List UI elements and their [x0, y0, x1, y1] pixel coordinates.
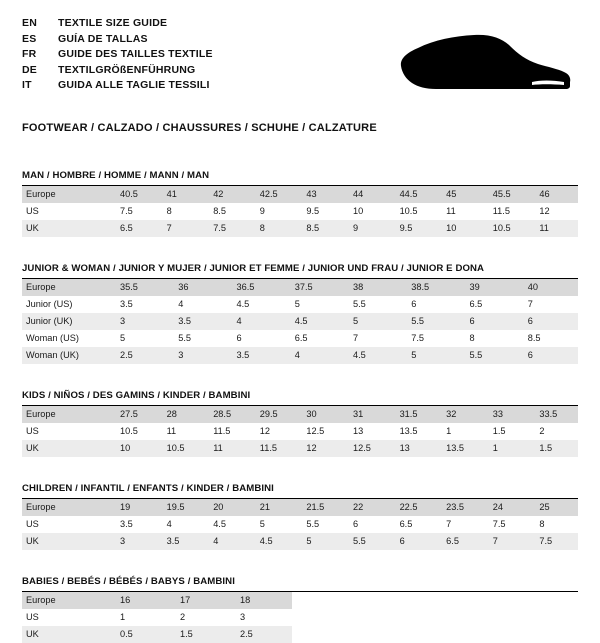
- cell: 22.5: [392, 499, 439, 516]
- cell: 9.5: [392, 220, 439, 237]
- language-row: [22, 32, 213, 48]
- group-title: MAN / HOMBRE / HOMME / MANN / MAN: [22, 170, 578, 186]
- table-row: [22, 499, 578, 516]
- cell: 3: [112, 533, 159, 550]
- cell: 4: [178, 299, 184, 309]
- table-row: [22, 313, 578, 330]
- cell: 12.5: [306, 426, 325, 436]
- cell: 2: [539, 426, 545, 436]
- cell: 43: [298, 186, 345, 203]
- size-group-babies: [22, 576, 578, 643]
- cell: 6.5: [399, 519, 413, 529]
- cell: 10.5: [120, 426, 138, 436]
- cell: 12: [298, 440, 345, 457]
- size-table: [22, 406, 578, 457]
- cell: 8: [539, 519, 545, 529]
- cell: 3: [112, 313, 170, 330]
- size-group-junior-woman: [22, 263, 578, 364]
- cell: 44: [345, 186, 392, 203]
- table-row: [22, 186, 578, 203]
- table-row: [22, 279, 578, 296]
- cell: 12.5: [345, 440, 392, 457]
- cell: 22: [345, 499, 392, 516]
- language-title: TEXTILE SIZE GUIDE: [58, 17, 168, 29]
- cell: 10: [352, 206, 364, 216]
- cell-empty: [292, 626, 578, 643]
- footwear-section-title: FOOTWEAR / CALZADO / CHAUSSURES / SCHUHE / CALZATURE: [22, 122, 377, 134]
- cell: 4: [205, 533, 252, 550]
- cell: 5.5: [462, 347, 520, 364]
- cell: 44.5: [392, 186, 439, 203]
- cell: 4.5: [236, 299, 250, 309]
- cell: 10: [438, 220, 485, 237]
- group-title: KIDS / NIÑOS / DES GAMINS / KINDER / BAMBINI: [22, 390, 578, 406]
- size-group-children: [22, 483, 578, 550]
- cell: 18: [232, 592, 292, 609]
- cell: 1.5: [172, 626, 232, 643]
- cell: 3: [240, 612, 246, 622]
- language-code: DE: [22, 63, 37, 76]
- row-label: UK: [22, 533, 112, 550]
- cell: 28.5: [205, 406, 252, 423]
- table-row: [22, 626, 578, 643]
- cell: 21.5: [298, 499, 345, 516]
- row-label: Europe: [22, 279, 112, 296]
- cell: 7.5: [492, 519, 506, 529]
- cell: 6.5: [294, 333, 308, 343]
- cell: 7: [485, 533, 532, 550]
- cell: 1: [485, 440, 532, 457]
- row-label: US: [26, 426, 39, 436]
- size-table: [22, 499, 578, 550]
- cell: 5.5: [353, 299, 366, 309]
- table-row: [22, 533, 578, 550]
- row-label: US: [26, 612, 39, 622]
- cell: 10.5: [399, 206, 418, 216]
- cell: 12: [539, 206, 550, 216]
- cell: 13: [392, 440, 439, 457]
- cell: 7.5: [411, 333, 425, 343]
- cell: 6: [411, 299, 417, 309]
- size-table: [22, 279, 578, 364]
- cell: 40.5: [112, 186, 159, 203]
- cell: 9: [345, 220, 392, 237]
- cell: 5: [298, 533, 345, 550]
- row-label: Junior (US): [26, 299, 73, 309]
- cell: 5.5: [403, 313, 461, 330]
- cell: 1: [446, 426, 452, 436]
- cell: 37.5: [287, 279, 345, 296]
- size-table: [22, 186, 578, 237]
- cell: 7.5: [205, 220, 252, 237]
- cell: 45.5: [485, 186, 532, 203]
- cell: 20: [205, 499, 252, 516]
- table-row: [22, 516, 578, 533]
- page-header: [22, 16, 578, 108]
- cell: 3: [170, 347, 228, 364]
- cell: 42.5: [252, 186, 299, 203]
- cell: 38: [345, 279, 403, 296]
- group-title: BABIES / BEBÉS / BÉBÉS / BABYS / BAMBINI: [22, 576, 578, 592]
- cell: 9: [259, 206, 265, 216]
- cell: 11: [531, 220, 578, 237]
- table-row: [22, 609, 578, 626]
- language-code: EN: [22, 17, 37, 29]
- row-label: Europe: [22, 406, 112, 423]
- cell: 19: [112, 499, 159, 516]
- table-row: [22, 203, 578, 220]
- table-row: [22, 220, 578, 237]
- cell: 7.5: [120, 206, 133, 216]
- cell: 3.5: [170, 313, 228, 330]
- cell: 7: [446, 519, 452, 529]
- row-label: UK: [22, 220, 112, 237]
- cell: 28: [159, 406, 206, 423]
- cell: 40: [520, 279, 578, 296]
- cell: 8.5: [527, 333, 541, 343]
- cell: 6: [462, 313, 520, 330]
- cell: 6.5: [469, 299, 483, 309]
- language-title: TEXTILGRÖßENFÜHRUNG: [58, 63, 196, 76]
- cell: 6: [352, 519, 359, 529]
- cell: 30: [298, 406, 345, 423]
- cell: 33: [485, 406, 532, 423]
- cell: 24: [485, 499, 532, 516]
- cell: 11: [166, 426, 177, 436]
- cell: 1: [120, 612, 126, 622]
- cell: 4.5: [345, 347, 403, 364]
- cell: 46: [531, 186, 578, 203]
- language-title: GUÍA DE TALLAS: [58, 32, 148, 45]
- row-label: Europe: [22, 499, 112, 516]
- language-code: ES: [22, 32, 37, 45]
- cell: 1.5: [531, 440, 578, 457]
- cell: 5: [120, 333, 126, 343]
- cell: 3.5: [159, 533, 206, 550]
- language-title-list: [22, 16, 213, 94]
- cell: 32: [438, 406, 485, 423]
- row-label: Europe: [22, 186, 112, 203]
- cell: 45: [438, 186, 485, 203]
- cell: 9.5: [306, 206, 320, 216]
- cell: 11.5: [492, 206, 510, 216]
- cell: 16: [112, 592, 172, 609]
- cell: 4.5: [252, 533, 299, 550]
- cell: 2.5: [112, 347, 170, 364]
- cell: 8: [469, 333, 475, 343]
- cell: 13: [352, 426, 364, 436]
- cell: 5.5: [178, 333, 192, 343]
- table-row: [22, 347, 578, 364]
- cell: 4: [287, 347, 345, 364]
- row-label: UK: [22, 626, 112, 643]
- cell: 38.5: [403, 279, 461, 296]
- cell: 3.5: [120, 519, 133, 529]
- cell: 6: [520, 347, 578, 364]
- row-label: Woman (UK): [22, 347, 112, 364]
- cell: 5.5: [306, 519, 320, 529]
- row-label: UK: [22, 440, 112, 457]
- language-row: [22, 63, 213, 79]
- cell: 5: [294, 299, 300, 309]
- cell: 11: [205, 440, 252, 457]
- cell: 12: [259, 426, 271, 436]
- table-row: [22, 406, 578, 423]
- cell: 5: [403, 347, 461, 364]
- cell: 8: [252, 220, 299, 237]
- cell: 4.5: [287, 313, 345, 330]
- cell: 25: [531, 499, 578, 516]
- cell: 7: [159, 220, 206, 237]
- cell: 23.5: [438, 499, 485, 516]
- cell: 13.5: [399, 426, 418, 436]
- cell: 11.5: [213, 426, 231, 436]
- cell: 11: [446, 206, 456, 216]
- cell: 36.5: [229, 279, 287, 296]
- cell: 8: [166, 206, 172, 216]
- cell: 6: [520, 313, 578, 330]
- cell: 7: [527, 299, 533, 309]
- cell: 35.5: [112, 279, 170, 296]
- table-row: [22, 330, 578, 347]
- cell: 4.5: [213, 519, 226, 529]
- cell: 19.5: [159, 499, 206, 516]
- cell: 42: [205, 186, 252, 203]
- language-title: GUIDA ALLE TAGLIE TESSILI: [58, 79, 210, 91]
- cell: 11.5: [252, 440, 299, 457]
- dress-shoe-icon: [382, 30, 572, 98]
- cell: 13.5: [438, 440, 485, 457]
- cell: 10: [112, 440, 159, 457]
- cell: 10.5: [159, 440, 206, 457]
- row-label: US: [26, 206, 39, 216]
- group-title: CHILDREN / INFANTIL / ENFANTS / KINDER / BAMBINI: [22, 483, 578, 499]
- cell: 6: [236, 333, 242, 343]
- cell: 17: [172, 592, 232, 609]
- language-row: [22, 47, 213, 63]
- cell: 3.5: [120, 299, 133, 309]
- row-label: Europe: [22, 592, 112, 609]
- cell: 33.5: [531, 406, 578, 423]
- cell: 6: [392, 533, 439, 550]
- size-group-man: [22, 170, 578, 237]
- table-row: [22, 423, 578, 440]
- cell: 0.5: [112, 626, 172, 643]
- cell: 5: [345, 313, 403, 330]
- table-row: [22, 592, 578, 609]
- cell-empty: [292, 592, 578, 609]
- cell: 5: [259, 519, 265, 529]
- cell: 8.5: [298, 220, 345, 237]
- cell: 6.5: [438, 533, 485, 550]
- group-title: JUNIOR & WOMAN / JUNIOR Y MUJER / JUNIOR ET FEMME / JUNIOR UND FRAU / JUNIOR E DONA: [22, 263, 578, 279]
- cell: 29.5: [252, 406, 299, 423]
- cell: 7: [353, 333, 359, 343]
- cell-empty: [292, 609, 578, 626]
- cell: 36: [170, 279, 228, 296]
- language-code: FR: [22, 48, 37, 60]
- cell: 6.5: [112, 220, 159, 237]
- row-label: Woman (US): [26, 333, 79, 343]
- cell: 2.5: [232, 626, 292, 643]
- cell: 4: [166, 519, 172, 529]
- cell: 5.5: [345, 533, 392, 550]
- cell: 2: [180, 612, 186, 622]
- cell: 27.5: [112, 406, 159, 423]
- cell: 39: [462, 279, 520, 296]
- language-row: [22, 78, 213, 94]
- language-row: [22, 16, 213, 32]
- cell: 8.5: [213, 206, 226, 216]
- cell: 31: [345, 406, 392, 423]
- cell: 31.5: [392, 406, 439, 423]
- cell: 1.5: [492, 426, 506, 436]
- table-row: [22, 296, 578, 313]
- row-label: Junior (UK): [22, 313, 112, 330]
- language-title: GUIDE DES TAILLES TEXTILE: [58, 48, 213, 60]
- cell: 7.5: [531, 533, 578, 550]
- language-code: IT: [22, 79, 32, 91]
- cell: 3.5: [229, 347, 287, 364]
- cell: 10.5: [485, 220, 532, 237]
- cell: 41: [159, 186, 206, 203]
- size-group-kids: [22, 390, 578, 457]
- cell: 21: [252, 499, 299, 516]
- row-label: US: [26, 519, 39, 529]
- table-row: [22, 440, 578, 457]
- cell: 4: [229, 313, 287, 330]
